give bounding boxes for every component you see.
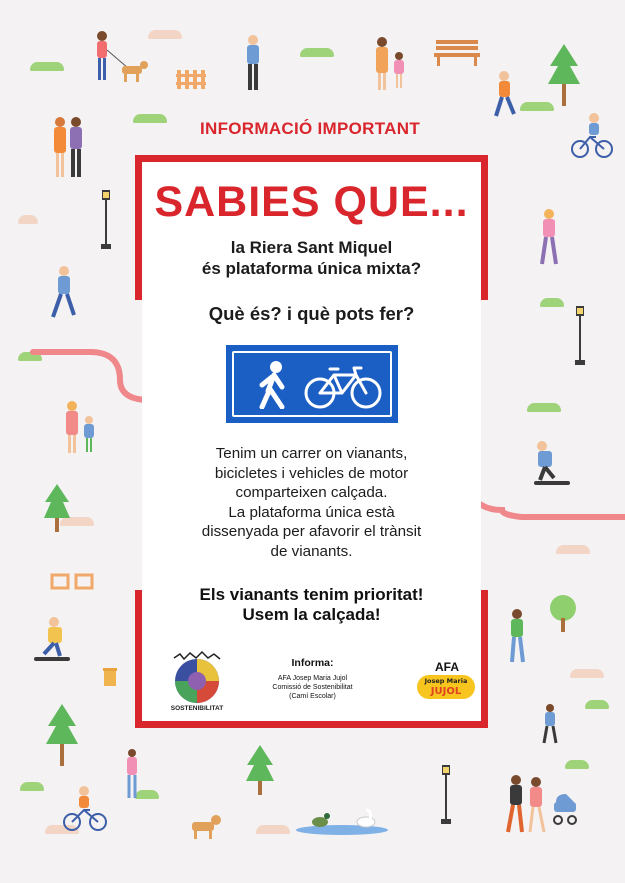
- street-lamp-icon: [98, 190, 114, 250]
- description: [135, 444, 488, 562]
- person-icon: [506, 608, 528, 664]
- afa-logo-badge: [417, 675, 475, 699]
- priority-message: [135, 585, 488, 625]
- skateboarder-icon: [530, 440, 574, 490]
- bench-icon: [434, 40, 480, 66]
- grass-tuft: [300, 48, 334, 57]
- description-line: La plataforma única està: [228, 503, 395, 521]
- bicycle-icon: [304, 365, 384, 411]
- grass-tuft: [585, 700, 609, 709]
- street-lamp-icon: [572, 306, 588, 366]
- afa-logo: [417, 660, 477, 700]
- runner-icon: [490, 70, 520, 122]
- shared-path-sign: [226, 345, 398, 423]
- pedestrian-icon: [254, 361, 294, 409]
- tree-icon: [46, 704, 78, 768]
- page-heading: INFORMACIÓ IMPORTANT: [199, 119, 421, 138]
- frame-border: [135, 721, 488, 728]
- grass-tuft: [540, 298, 564, 307]
- frame-border: [135, 155, 488, 162]
- informa-line: AFA Josep Maria Jujol: [277, 675, 348, 682]
- sostenibilitat-logo: [166, 650, 228, 712]
- question: Què és? i què pots fer?: [208, 303, 415, 324]
- cyclist-icon: [62, 786, 108, 832]
- description-line: dissenyada per afavorir el trànsit: [201, 523, 422, 541]
- afa-logo-line: Josep Maria: [424, 677, 468, 685]
- subtitle-line: la Riera Sant Miquel: [230, 238, 393, 257]
- tree-icon: [246, 745, 274, 795]
- informa-line: Comissió de Sostenibilitat: [272, 684, 353, 691]
- afa-logo-line: JUJOL: [430, 686, 462, 697]
- family-icon: [60, 400, 100, 456]
- child-icon: [540, 703, 560, 745]
- family-stroller-icon: [500, 774, 582, 834]
- logo-text: SOSTENIBILITAT: [170, 705, 224, 712]
- person-icon: [536, 208, 562, 268]
- street-lamp-icon: [438, 765, 454, 825]
- fence-icon: [176, 67, 206, 89]
- tree-icon: [548, 44, 580, 108]
- runner-icon: [48, 265, 78, 321]
- cloud-shape: [570, 669, 604, 678]
- couple-icon: [50, 115, 86, 179]
- afa-logo-title: AFA: [435, 660, 459, 674]
- grass-tuft: [30, 62, 64, 71]
- description-line: de vianants.: [270, 542, 353, 560]
- grass-tuft: [20, 782, 44, 791]
- description-line: comparteixen calçada.: [235, 484, 388, 502]
- cyclist-icon: [570, 113, 614, 159]
- bench-icon: [50, 573, 94, 591]
- cloud-shape: [148, 30, 182, 39]
- main-title: SABIES QUE...: [154, 178, 469, 226]
- description-line: bicicletes i vehicles de motor: [214, 464, 409, 482]
- priority-line: Els vianants tenim prioritat!: [199, 585, 424, 604]
- family-icon: [372, 36, 408, 92]
- grass-tuft: [527, 403, 561, 412]
- pond-ducks-icon: [294, 806, 390, 836]
- grass-tuft: [565, 760, 589, 769]
- description-line: Tenim un carrer on vianants,: [215, 445, 408, 462]
- cloud-shape: [256, 825, 290, 834]
- informa-line: (Camí Escolar): [289, 693, 336, 700]
- skateboarder-icon: [30, 616, 74, 666]
- subtitle-line: és plataforma única mixta?: [201, 259, 422, 278]
- person-walking-dog-icon: [90, 30, 150, 86]
- person-icon: [122, 748, 142, 800]
- dog-icon: [186, 812, 224, 840]
- round-tree-icon: [546, 594, 580, 632]
- priority-line: Usem la calçada!: [242, 605, 381, 624]
- cloud-shape: [556, 545, 590, 554]
- person-icon: [240, 34, 266, 92]
- subtitle: [135, 237, 488, 279]
- cloud-shape: [18, 215, 38, 224]
- informa-label: Informa:: [291, 657, 334, 669]
- bin-icon: [103, 668, 117, 686]
- tree-icon: [44, 484, 70, 532]
- informa-block: [240, 657, 385, 701]
